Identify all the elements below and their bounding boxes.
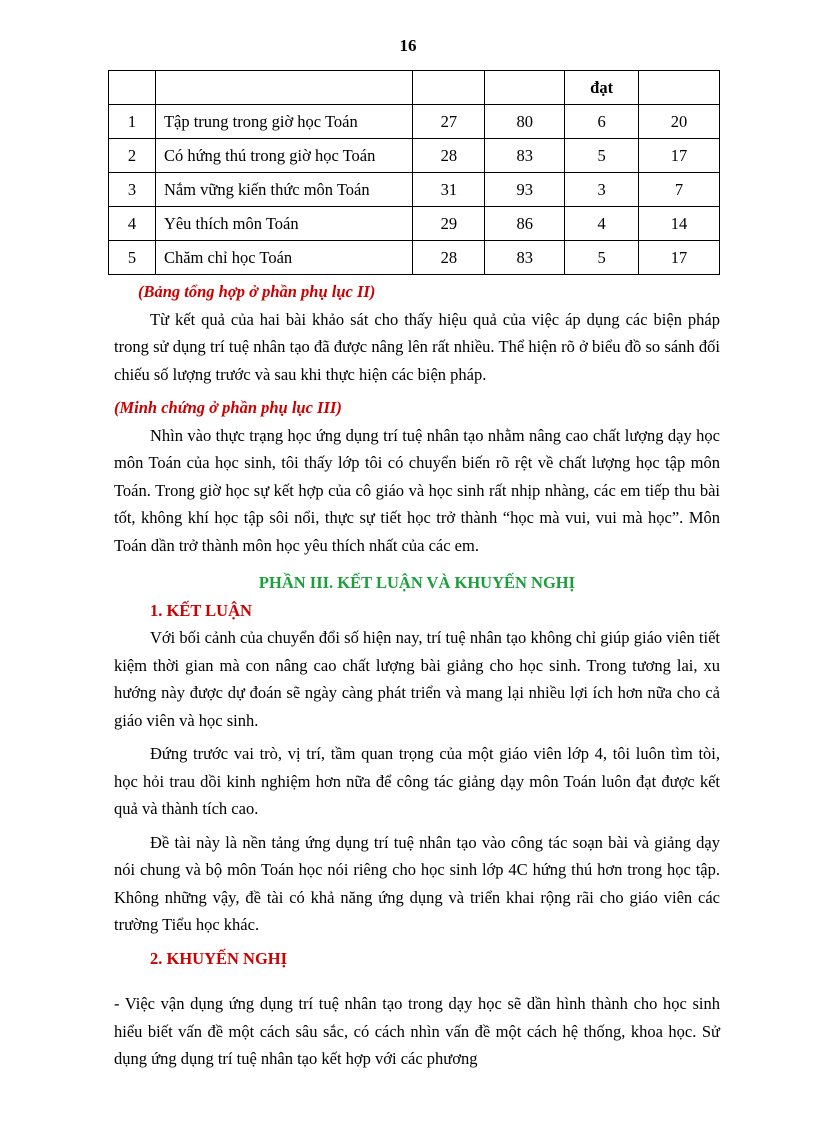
row-value-3: 6 <box>565 105 639 139</box>
row-value-3: 5 <box>565 241 639 275</box>
row-value-4: 20 <box>639 105 720 139</box>
row-criterion: Tập trung trong giờ học Toán <box>155 105 412 139</box>
row-value-4: 17 <box>639 241 720 275</box>
row-criterion: Nắm vững kiến thức môn Toán <box>155 173 412 207</box>
table-row <box>109 139 720 173</box>
section-heading-recommendation: 2. KHUYẾN NGHỊ <box>150 948 288 968</box>
paragraph-survey-result: Từ kết quả của hai bài khảo sát cho thấy hiệu quả của việc áp dụng các biện pháp trong sử dụng trí tuệ nhân tạo đã được nâng lên rất nhiều. Thể hiện rõ ở biểu đồ so sánh đối chiếu số lượng trước và sau khi thực hiện các biện pháp. <box>114 309 720 384</box>
row-value-3: 3 <box>565 173 639 207</box>
row-value-1: 29 <box>413 207 485 241</box>
row-value-2: 83 <box>485 139 565 173</box>
paragraph-recommendation: - Việc vận dụng ứng dụng trí tuệ nhân tạo trong dạy học sẽ dần hình thành cho học sinh hiểu biết vấn đề một cách sâu sắc, có cách nhìn vấn đề một cách hệ thống, khoa học. Sử dụng ứng dụng trí tuệ nhân tạo kết hợp với các phương <box>114 994 720 1068</box>
row-value-1: 28 <box>413 139 485 173</box>
row-number: 2 <box>109 139 156 173</box>
table-source-note: (Bảng tổng hợp ở phần phụ lục II) <box>138 282 376 301</box>
evidence-note: (Minh chứng ở phần phụ lục III) <box>114 398 342 417</box>
row-value-2: 93 <box>485 173 565 207</box>
header-cell-fragment: đạt <box>565 71 639 105</box>
page-number: 16 <box>399 36 417 55</box>
document-body <box>114 278 720 1073</box>
paragraph-conclusion-2: Đứng trước vai trò, vị trí, tầm quan trọng của một giáo viên lớp 4, tôi luôn tìm tòi, học hỏi trau dồi kinh nghiệm hơn nữa để công tác giảng dạy môn Toán luôn đạt được kết quả và thành tích cao. <box>114 744 720 818</box>
table-row <box>109 105 720 139</box>
table-header-row <box>109 71 720 105</box>
row-value-4: 17 <box>639 139 720 173</box>
survey-results-table <box>108 70 720 275</box>
row-value-2: 83 <box>485 241 565 275</box>
section-heading-conclusion: 1. KẾT LUẬN <box>150 600 252 620</box>
row-number: 4 <box>109 207 156 241</box>
paragraph-conclusion-3: Đề tài này là nền tảng ứng dụng trí tuệ nhân tạo vào công tác soạn bài và giảng dạy nói chung và bộ môn Toán học nói riêng cho học sinh lớp 4C hứng thú hơn trong học tập. Không những vậy, đề tài có khả năng ứng dụng và triển khai rộng rãi cho giáo viên các trường Tiểu học khác. <box>114 832 720 934</box>
row-value-2: 86 <box>485 207 565 241</box>
part-heading: PHẦN III. KẾT LUẬN VÀ KHUYẾN NGHỊ <box>258 573 576 592</box>
row-criterion: Yêu thích môn Toán <box>155 207 412 241</box>
row-value-1: 31 <box>413 173 485 207</box>
row-value-4: 14 <box>639 207 720 241</box>
row-value-3: 4 <box>565 207 639 241</box>
row-value-1: 27 <box>413 105 485 139</box>
table-row <box>109 241 720 275</box>
row-criterion: Có hứng thú trong giờ học Toán <box>155 139 412 173</box>
row-value-2: 80 <box>485 105 565 139</box>
row-value-3: 5 <box>565 139 639 173</box>
row-number: 1 <box>109 105 156 139</box>
table-row <box>109 173 720 207</box>
row-value-4: 7 <box>639 173 720 207</box>
row-number: 3 <box>109 173 156 207</box>
paragraph-conclusion-1: Với bối cảnh của chuyển đổi số hiện nay, trí tuệ nhân tạo không chỉ giúp giáo viên tiết kiệm thời gian mà con nâng cao chất lượng bài giảng cho học sinh. Trong tương lai, xu hướng này được dự đoán sẽ ngày càng phát triển và mang lại nhiều lợi ích hơn nữa cho cả giáo viên và học sinh. <box>114 628 720 730</box>
paragraph-reality: Nhìn vào thực trạng học ứng dụng trí tuệ nhân tạo nhằm nâng cao chất lượng dạy học môn Toán của học sinh, tôi thấy lớp tôi có chuyển biến rõ rệt về chất lượng học tập môn Toán. Trong giờ học sự kết hợp của cô giáo và học sinh rất nhịp nhàng, các em tiếp thu bài tốt, không khí học tập sôi nổi, thực sự tiết học trở thành “học mà vui, vui mà học”. Môn Toán dần trở thành môn học yêu thích nhất của các em. <box>114 425 720 555</box>
row-number: 5 <box>109 241 156 275</box>
row-criterion: Chăm chỉ học Toán <box>155 241 412 275</box>
row-value-1: 28 <box>413 241 485 275</box>
table-row <box>109 207 720 241</box>
